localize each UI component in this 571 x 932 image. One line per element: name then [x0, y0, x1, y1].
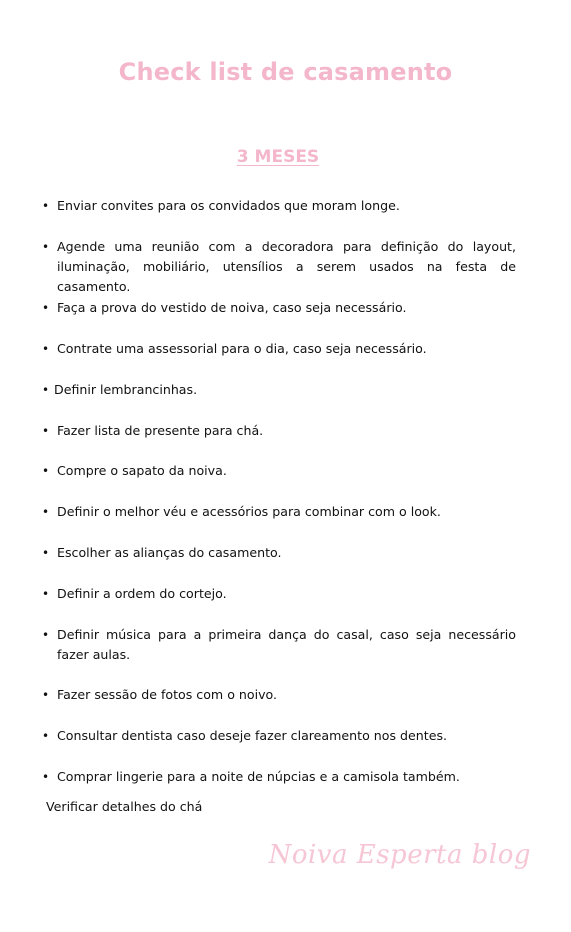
- list-item-text: Fazer sessão de fotos com o noivo.: [57, 687, 278, 702]
- list-item: [42, 196, 516, 216]
- bullet-icon: •: [42, 342, 50, 356]
- bullet-icon: •: [42, 770, 50, 784]
- list-item-text: Definir a ordem do cortejo.: [57, 586, 227, 601]
- bullet-icon: •: [42, 688, 50, 702]
- list-item-text: Fazer lista de presente para chá.: [57, 423, 264, 438]
- list-item: [42, 339, 516, 359]
- bullet-icon: •: [42, 628, 50, 642]
- bullet-icon: •: [42, 301, 50, 315]
- list-item: [42, 584, 516, 604]
- list-item: [42, 421, 516, 441]
- bullet-icon: •: [42, 383, 50, 397]
- page-title: Check list de casamento: [118, 58, 453, 86]
- list-item: [42, 685, 516, 705]
- list-item: [42, 380, 516, 400]
- bullet-icon: •: [42, 505, 50, 519]
- list-item: [42, 767, 516, 787]
- brand-watermark: Noiva Esperta blog: [268, 840, 531, 870]
- list-item: [42, 625, 516, 665]
- list-item-text: Agende uma reunião com a decoradora para definição do layout, iluminação, mobiliário, utensílios a serem usados na festa de casamento.: [57, 239, 516, 294]
- bullet-icon: •: [42, 199, 50, 213]
- list-item: [42, 461, 516, 481]
- bullet-icon: •: [42, 729, 50, 743]
- bullet-icon: •: [42, 424, 50, 438]
- list-item-text: Definir o melhor véu e acessórios para combinar com o look.: [57, 504, 441, 519]
- list-item: [42, 502, 516, 522]
- list-item-text: Consultar dentista caso deseje fazer clareamento nos dentes.: [57, 728, 448, 743]
- list-item-text: Faça a prova do vestido de noiva, caso seja necessário.: [57, 300, 407, 315]
- list-item-text: Compre o sapato da noiva.: [57, 463, 227, 478]
- list-item-text: Definir música para a primeira dança do casal, caso seja necessário fazer aulas.: [57, 627, 516, 662]
- list-item: [42, 298, 516, 318]
- list-item: [42, 237, 516, 297]
- footer-item: Verificar detalhes do chá: [46, 799, 203, 814]
- bullet-icon: •: [42, 464, 50, 478]
- list-item-text: Escolher as alianças do casamento.: [57, 545, 282, 560]
- list-item: [42, 726, 516, 746]
- list-item-text: Enviar convites para os convidados que moram longe.: [57, 198, 400, 213]
- list-item-text: Comprar lingerie para a noite de núpcias e a camisola também.: [57, 769, 460, 784]
- section-heading: 3 MESES: [236, 147, 320, 167]
- bullet-icon: •: [42, 587, 50, 601]
- bullet-icon: •: [42, 240, 50, 254]
- list-item-text: Definir lembrancinhas.: [54, 382, 198, 397]
- list-item-text: Contrate uma assessorial para o dia, caso seja necessário.: [57, 341, 427, 356]
- bullet-icon: •: [42, 546, 50, 560]
- list-item: [42, 543, 516, 563]
